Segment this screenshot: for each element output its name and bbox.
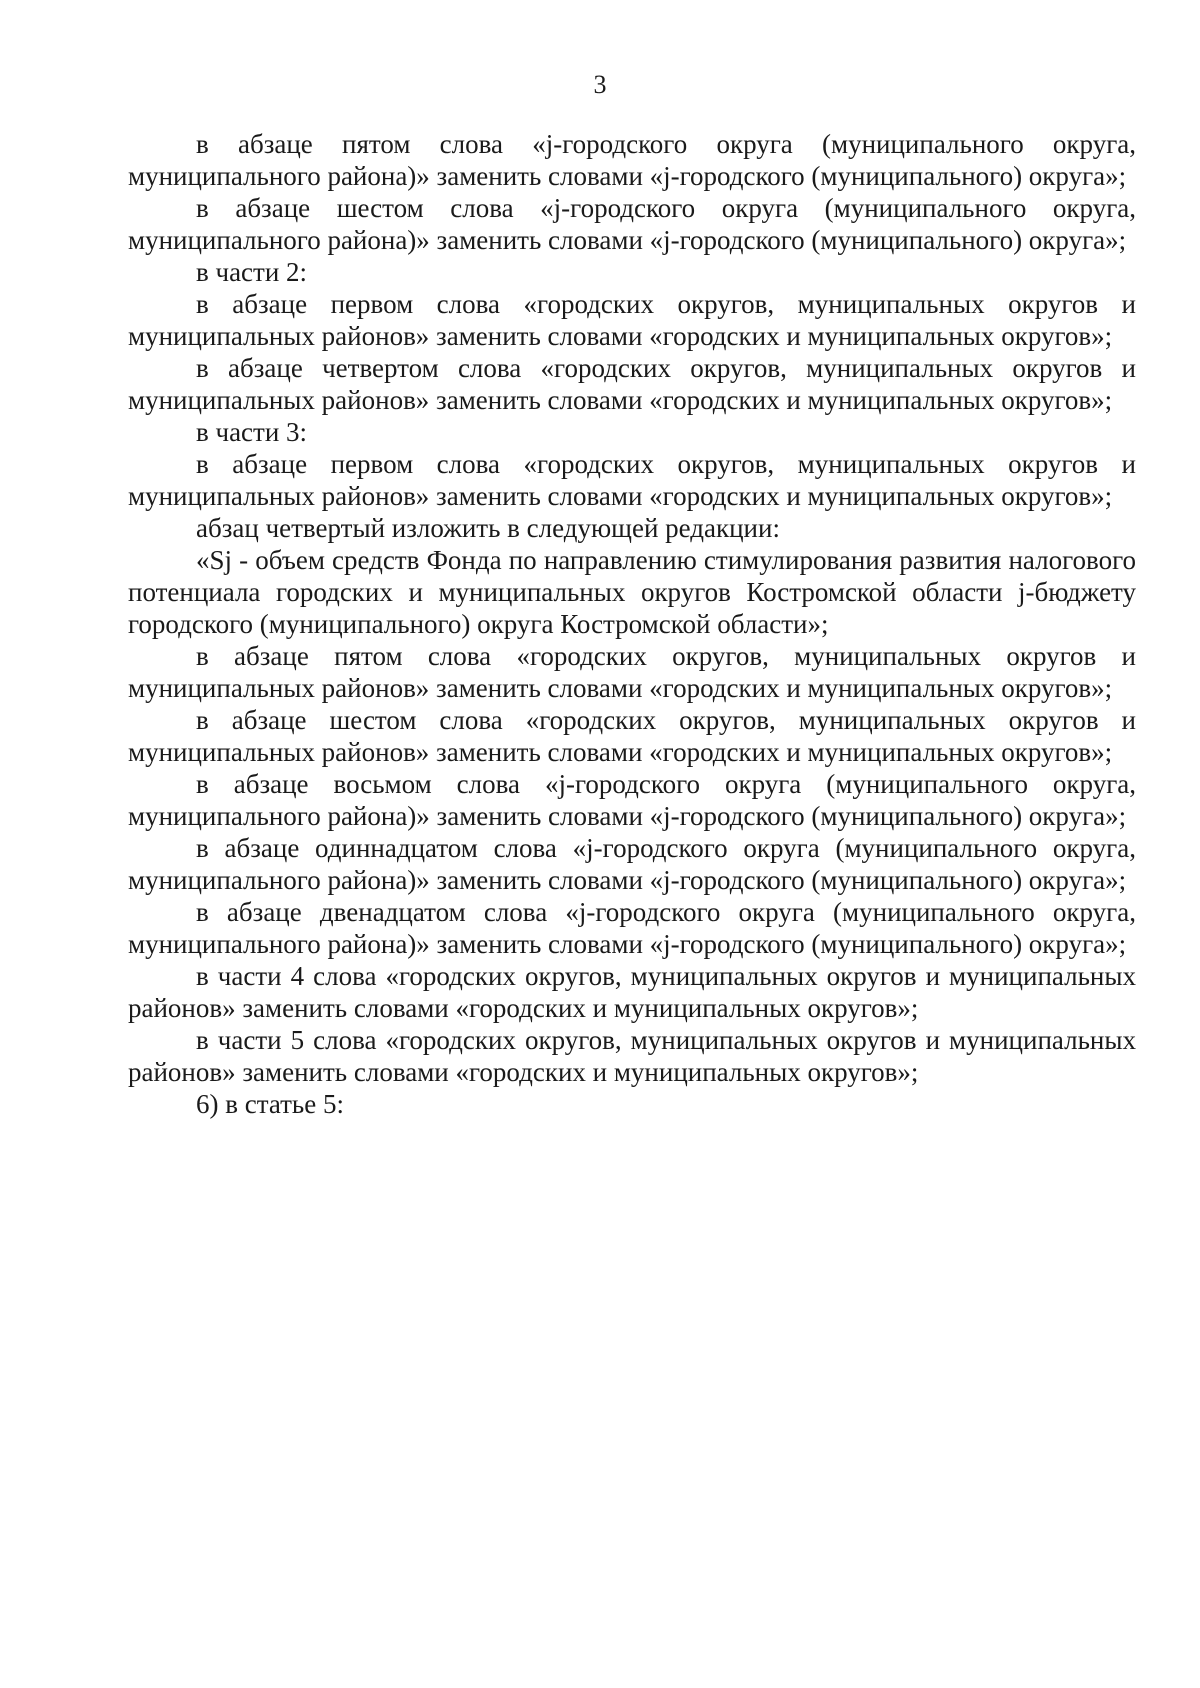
paragraph: абзац четвертый изложить в следующей редакции: [196, 513, 780, 543]
paragraph: «Sj - объем средств Фонда по направлению стимулирования развития налогового потенциала городских и муниципальных округов Костромской области j-бюджету городского (муниципального) округа Костромской области»; [128, 545, 1136, 639]
paragraph: в части 3: [196, 417, 308, 447]
paragraph: в абзаце двенадцатом слова «j-городского округа (муниципального округа, муниципального района)» заменить словами «j-городского (муниципального) округа»; [128, 897, 1136, 959]
paragraph: 6) в статье 5: [196, 1089, 344, 1119]
paragraph: в абзаце пятом слова «городских округов, муниципальных округов и муниципальных районов» заменить словами «городских и муниципальных округов»; [128, 641, 1136, 703]
paragraph: в абзаце шестом слова «городских округов, муниципальных округов и муниципальных районов» заменить словами «городских и муниципальных округов»; [128, 705, 1136, 767]
paragraph: в абзаце первом слова «городских округов, муниципальных округов и муниципальных районов» заменить словами «городских и муниципальных округов»; [128, 289, 1136, 351]
paragraph: в части 2: [196, 257, 308, 287]
paragraph: в абзаце пятом слова «j-городского округа (муниципального округа, муниципального района)» заменить словами «j-городского (муниципального) округа»; [128, 129, 1136, 191]
paragraph: в абзаце шестом слова «j-городского округа (муниципального округа, муниципального района)» заменить словами «j-городского (муниципального) округа»; [128, 193, 1136, 255]
document-body [128, 128, 1136, 1120]
paragraph: в части 5 слова «городских округов, муниципальных округов и муниципальных районов» заменить словами «городских и муниципальных округов»; [128, 1025, 1136, 1087]
paragraph: в абзаце восьмом слова «j-городского округа (муниципального округа, муниципального района)» заменить словами «j-городского (муниципального) округа»; [128, 769, 1136, 831]
paragraph: в абзаце четвертом слова «городских округов, муниципальных округов и муниципальных районов» заменить словами «городских и муниципальных округов»; [128, 353, 1136, 415]
paragraph: в части 4 слова «городских округов, муниципальных округов и муниципальных районов» заменить словами «городских и муниципальных округов»; [128, 961, 1136, 1023]
page-number: 3 [593, 70, 607, 99]
paragraph: в абзаце первом слова «городских округов, муниципальных округов и муниципальных районов» заменить словами «городских и муниципальных округов»; [128, 449, 1136, 511]
paragraph: в абзаце одиннадцатом слова «j-городского округа (муниципального округа, муниципального района)» заменить словами «j-городского (муниципального) округа»; [128, 833, 1136, 895]
